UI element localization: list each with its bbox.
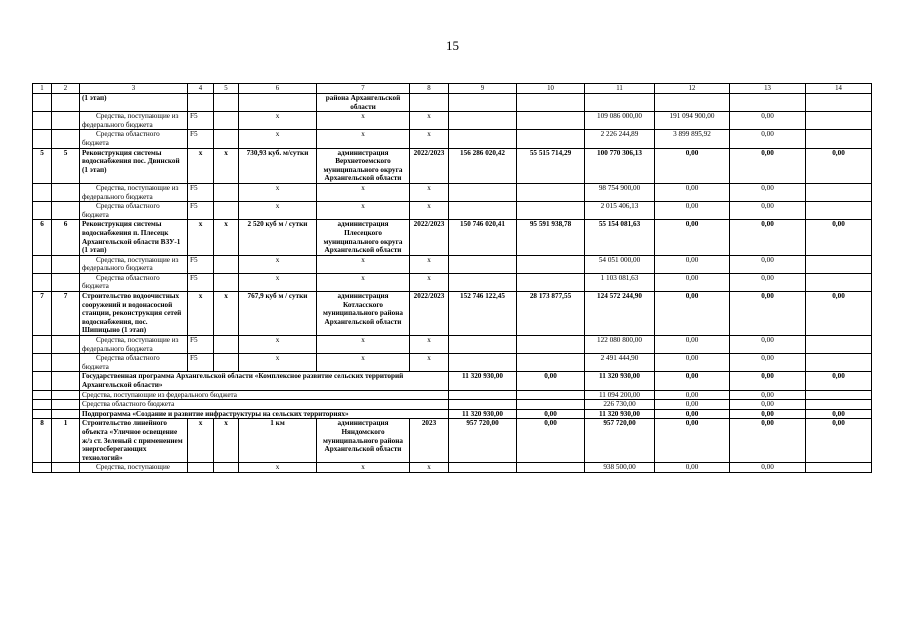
table-cell: 0,00 — [806, 220, 872, 255]
table-cell: х — [410, 112, 449, 130]
funding-source: Средства, поступающие из федерального бюджета — [80, 112, 188, 130]
table-cell: 0,00 — [806, 292, 872, 336]
table-cell — [517, 390, 585, 400]
table-cell: 0,00 — [655, 148, 730, 183]
table-cell — [517, 463, 585, 473]
table-row — [33, 94, 872, 112]
funding-source: Средства, поступающие из федерального бюджета — [80, 183, 188, 201]
table-cell — [806, 354, 872, 372]
table-cell: 11 320 930,00 — [585, 372, 655, 390]
row-subnumber — [52, 273, 80, 291]
column-number: 2 — [52, 84, 80, 94]
object-name: Реконструкция системы водоснабжения пос. Двинской (1 этап) — [80, 148, 188, 183]
table-cell: х — [214, 220, 239, 255]
table-cell: 191 094 900,00 — [655, 112, 730, 130]
table-row — [33, 463, 872, 473]
table-cell — [449, 112, 517, 130]
table-cell: 0,00 — [730, 372, 806, 390]
row-number — [33, 336, 52, 354]
row-subnumber — [52, 202, 80, 220]
table-row — [33, 336, 872, 354]
table-cell — [517, 400, 585, 410]
table-row — [33, 183, 872, 201]
table-cell — [806, 390, 872, 400]
row-subnumber — [52, 130, 80, 148]
table-cell — [449, 400, 517, 410]
table-row — [33, 419, 872, 463]
table-cell — [52, 400, 80, 410]
funding-source: Средства областного бюджета — [80, 273, 188, 291]
table-cell: 55 154 081,63 — [585, 220, 655, 255]
table-cell: 100 770 306,13 — [585, 148, 655, 183]
table-cell: F5 — [188, 112, 214, 130]
table-cell: 0,00 — [806, 148, 872, 183]
column-number: 3 — [80, 84, 188, 94]
table-cell: 0,00 — [730, 354, 806, 372]
table-cell: 150 746 020,41 — [449, 220, 517, 255]
table-cell: 0,00 — [655, 292, 730, 336]
table-row — [33, 112, 872, 130]
table-cell: 0,00 — [655, 273, 730, 291]
table-cell — [214, 273, 239, 291]
table-row — [33, 400, 872, 410]
table-cell — [806, 336, 872, 354]
table-cell: 0,00 — [655, 463, 730, 473]
table-cell — [585, 94, 655, 112]
row-subnumber — [52, 183, 80, 201]
table-cell: 1 км — [239, 419, 317, 463]
table-cell — [33, 390, 52, 400]
table-cell — [449, 183, 517, 201]
table-cell: 2022/2023 — [410, 292, 449, 336]
table-cell: 109 086 000,00 — [585, 112, 655, 130]
table-cell: х — [239, 336, 317, 354]
table-cell: 152 746 122,45 — [449, 292, 517, 336]
table-cell: F5 — [188, 202, 214, 220]
table-cell — [52, 409, 80, 419]
table-cell — [517, 273, 585, 291]
object-name: Строительство линейного объекта «Уличное освещение ж/з ст. Зеленый с применением энергосберегающих технологий» — [80, 419, 188, 463]
table-cell — [655, 94, 730, 112]
table-cell: х — [239, 354, 317, 372]
table-cell — [410, 94, 449, 112]
table-cell: х — [410, 183, 449, 201]
table-cell: района Архангельской области — [317, 94, 410, 112]
table-cell — [52, 390, 80, 400]
table-cell: 0,00 — [655, 409, 730, 419]
table-cell — [517, 354, 585, 372]
table-cell: х — [188, 292, 214, 336]
table-cell: 2023 — [410, 419, 449, 463]
column-number: 10 — [517, 84, 585, 94]
column-number: 7 — [317, 84, 410, 94]
table-row — [33, 292, 872, 336]
table-row — [33, 372, 872, 390]
table-cell: 54 051 000,00 — [585, 255, 655, 273]
table-cell: х — [410, 130, 449, 148]
table-cell: 0,00 — [730, 148, 806, 183]
table-cell: 0,00 — [655, 354, 730, 372]
table-cell: 2022/2023 — [410, 220, 449, 255]
column-number: 8 — [410, 84, 449, 94]
table-cell: х — [317, 183, 410, 201]
table-cell: 0,00 — [517, 372, 585, 390]
row-subnumber — [52, 336, 80, 354]
table-cell: 55 515 714,29 — [517, 148, 585, 183]
table-cell: х — [317, 273, 410, 291]
table-cell: 0,00 — [730, 130, 806, 148]
table-cell: 957 720,00 — [449, 419, 517, 463]
table-cell — [214, 130, 239, 148]
table-cell — [214, 354, 239, 372]
table-row — [33, 220, 872, 255]
table-cell: 767,9 куб м / сутки — [239, 292, 317, 336]
table-cell — [517, 130, 585, 148]
table-cell: администрация Котласского муниципального района Архангельской области — [317, 292, 410, 336]
table-cell: 0,00 — [806, 372, 872, 390]
table-cell: 0,00 — [655, 202, 730, 220]
row-number — [33, 112, 52, 130]
table-cell — [806, 463, 872, 473]
funding-source: Средства, поступающие — [80, 463, 188, 473]
table-cell: F5 — [188, 130, 214, 148]
table-cell: х — [214, 148, 239, 183]
table-cell: 98 754 900,00 — [585, 183, 655, 201]
table-cell: 0,00 — [730, 336, 806, 354]
table-cell: 0,00 — [655, 336, 730, 354]
table-row — [33, 409, 872, 419]
column-number: 14 — [806, 84, 872, 94]
table-cell — [806, 400, 872, 410]
table-cell — [517, 255, 585, 273]
table-cell: 0,00 — [730, 409, 806, 419]
table-cell: F5 — [188, 336, 214, 354]
table-cell: 2 491 444,90 — [585, 354, 655, 372]
table-cell: х — [317, 202, 410, 220]
table-cell: 28 173 877,55 — [517, 292, 585, 336]
table-cell: 226 730,00 — [585, 400, 655, 410]
row-subnumber: 7 — [52, 292, 80, 336]
row-number — [33, 463, 52, 473]
table-cell — [517, 94, 585, 112]
table-cell — [806, 183, 872, 201]
table-row — [33, 130, 872, 148]
table-cell — [449, 273, 517, 291]
table-cell — [806, 94, 872, 112]
table-cell — [239, 94, 317, 112]
row-number — [33, 130, 52, 148]
table-cell: 3 899 895,92 — [655, 130, 730, 148]
table-cell: F5 — [188, 273, 214, 291]
funding-source: Средства областного бюджета — [80, 400, 449, 410]
table-cell: 11 320 930,00 — [449, 409, 517, 419]
table-cell: 0,00 — [655, 183, 730, 201]
table-cell — [517, 112, 585, 130]
table-cell: 0,00 — [730, 273, 806, 291]
table-cell — [449, 390, 517, 400]
table-cell: 957 720,00 — [585, 419, 655, 463]
column-number: 1 — [33, 84, 52, 94]
table-cell: х — [188, 148, 214, 183]
table-row — [33, 202, 872, 220]
table-row — [33, 273, 872, 291]
table-cell: 0,00 — [655, 255, 730, 273]
table-row — [33, 354, 872, 372]
row-number — [33, 255, 52, 273]
table-cell — [806, 273, 872, 291]
table-cell — [806, 202, 872, 220]
table-cell — [449, 94, 517, 112]
table-row — [33, 255, 872, 273]
column-number: 5 — [214, 84, 239, 94]
row-subnumber: 1 — [52, 419, 80, 463]
table-cell: 1 103 081,63 — [585, 273, 655, 291]
table-row — [33, 390, 872, 400]
table-cell: х — [317, 112, 410, 130]
row-subnumber — [52, 255, 80, 273]
table-cell: 938 500,00 — [585, 463, 655, 473]
row-subnumber — [52, 94, 80, 112]
table-cell — [214, 255, 239, 273]
table-cell — [517, 336, 585, 354]
table-cell: х — [410, 336, 449, 354]
table-cell — [214, 94, 239, 112]
table-cell: х — [214, 292, 239, 336]
table-cell: 0,00 — [806, 419, 872, 463]
table-cell: х — [317, 130, 410, 148]
row-number: 5 — [33, 148, 52, 183]
table-cell: 0,00 — [730, 183, 806, 201]
table-cell: 2 520 куб м / сутки — [239, 220, 317, 255]
column-number: 6 — [239, 84, 317, 94]
row-number — [33, 94, 52, 112]
table-cell — [449, 255, 517, 273]
object-name: Реконструкция системы водоснабжения п. Плесецк Архангельской области ВЗУ-1 (1 этап) — [80, 220, 188, 255]
funding-source: Средства, поступающие из федерального бюджета — [80, 255, 188, 273]
program-title: Подпрограмма «Создание и развитие инфраструктуры на сельских территориях» — [80, 409, 449, 419]
column-number: 11 — [585, 84, 655, 94]
table-cell — [214, 112, 239, 130]
table-cell — [806, 130, 872, 148]
row-subnumber: 6 — [52, 220, 80, 255]
table-cell: 0,00 — [730, 202, 806, 220]
table-cell — [449, 463, 517, 473]
funding-source: Средства областного бюджета — [80, 354, 188, 372]
table-cell — [806, 255, 872, 273]
table-cell: администрация Плесецкого муниципального округа Архангельской области — [317, 220, 410, 255]
object-name: Строительство водоочистных сооружений и водонасосной станции, реконструкция сетей водоснабжения, пос. Шипицыно (1 этап) — [80, 292, 188, 336]
table-cell: 156 286 020,42 — [449, 148, 517, 183]
table-cell: х — [188, 419, 214, 463]
row-subnumber — [52, 112, 80, 130]
table-cell: администрация Няндомского муниципального района Архангельской области — [317, 419, 410, 463]
table-cell — [449, 130, 517, 148]
table-cell: х — [317, 336, 410, 354]
table-cell: х — [188, 220, 214, 255]
table-cell — [214, 463, 239, 473]
row-subnumber — [52, 354, 80, 372]
table-cell: 122 080 800,00 — [585, 336, 655, 354]
table-cell: 0,00 — [730, 400, 806, 410]
table-cell: х — [410, 354, 449, 372]
row-number — [33, 354, 52, 372]
table-cell: 0,00 — [655, 220, 730, 255]
table-cell: F5 — [188, 255, 214, 273]
program-title: Государственная программа Архангельской области «Комплексное развитие сельских территорий Архангельской области» — [80, 372, 449, 390]
table-cell — [188, 463, 214, 473]
column-number: 12 — [655, 84, 730, 94]
table-cell — [214, 183, 239, 201]
table-cell: 124 572 244,90 — [585, 292, 655, 336]
row-number — [33, 273, 52, 291]
table-cell: 95 591 938,78 — [517, 220, 585, 255]
table-cell: х — [317, 255, 410, 273]
table-cell — [449, 354, 517, 372]
table-cell: 11 094 200,00 — [585, 390, 655, 400]
table-cell: 730,93 куб. м/сутки — [239, 148, 317, 183]
table-cell — [188, 94, 214, 112]
column-number: 9 — [449, 84, 517, 94]
row-number: 8 — [33, 419, 52, 463]
table-cell: х — [239, 463, 317, 473]
table-cell — [214, 336, 239, 354]
table-cell — [806, 112, 872, 130]
table-cell — [517, 183, 585, 201]
funding-source: Средства, поступающие из федерального бюджета — [80, 336, 188, 354]
table-cell: 0,00 — [730, 255, 806, 273]
table-cell: х — [317, 463, 410, 473]
table-cell: 0,00 — [655, 390, 730, 400]
table-cell — [449, 336, 517, 354]
table-cell: х — [410, 463, 449, 473]
table-cell: х — [239, 130, 317, 148]
table-cell: 2022/2023 — [410, 148, 449, 183]
table-cell — [33, 400, 52, 410]
table-cell: 0,00 — [730, 292, 806, 336]
table-cell: 0,00 — [730, 390, 806, 400]
budget-table — [32, 83, 872, 473]
row-number — [33, 183, 52, 201]
table-cell: 0,00 — [730, 419, 806, 463]
table-cell: х — [410, 255, 449, 273]
table-cell: х — [239, 273, 317, 291]
column-number: 13 — [730, 84, 806, 94]
table-cell: 0,00 — [655, 400, 730, 410]
table-cell: 2 015 406,13 — [585, 202, 655, 220]
table-cell — [33, 409, 52, 419]
row-number — [33, 202, 52, 220]
table-cell — [33, 372, 52, 390]
table-cell: 0,00 — [730, 220, 806, 255]
funding-source: Средства областного бюджета — [80, 130, 188, 148]
table-cell — [730, 94, 806, 112]
table-cell — [517, 202, 585, 220]
page-number: 15 — [446, 38, 459, 53]
table-cell: х — [410, 202, 449, 220]
table-cell: 0,00 — [655, 419, 730, 463]
table-cell: х — [239, 255, 317, 273]
row-number: 7 — [33, 292, 52, 336]
table-cell: 0,00 — [730, 112, 806, 130]
table-cell: х — [317, 354, 410, 372]
table-cell: х — [410, 273, 449, 291]
row-number: 6 — [33, 220, 52, 255]
table-cell: 0,00 — [806, 409, 872, 419]
table-cell: F5 — [188, 183, 214, 201]
table-cell: 0,00 — [730, 463, 806, 473]
table-cell — [214, 202, 239, 220]
table-row — [33, 148, 872, 183]
funding-source: Средства, поступающие из федерального бюджета — [80, 390, 449, 400]
table-cell: 11 320 930,00 — [449, 372, 517, 390]
table-cell: х — [239, 183, 317, 201]
table-cell — [52, 372, 80, 390]
object-name: (1 этап) — [80, 94, 188, 112]
table-cell: х — [239, 202, 317, 220]
table-cell: 0,00 — [655, 372, 730, 390]
column-number: 4 — [188, 84, 214, 94]
table-cell: администрация Верхнетоемского муниципального округа Архангельской области — [317, 148, 410, 183]
table-cell: х — [239, 112, 317, 130]
table-cell: 11 320 930,00 — [585, 409, 655, 419]
table-cell: 2 226 244,89 — [585, 130, 655, 148]
table-cell: 0,00 — [517, 409, 585, 419]
funding-source: Средства областного бюджета — [80, 202, 188, 220]
header-row — [33, 84, 872, 94]
table-cell — [449, 202, 517, 220]
table-cell: 0,00 — [517, 419, 585, 463]
table-cell: F5 — [188, 354, 214, 372]
row-subnumber — [52, 463, 80, 473]
row-subnumber: 5 — [52, 148, 80, 183]
table-cell: х — [214, 419, 239, 463]
